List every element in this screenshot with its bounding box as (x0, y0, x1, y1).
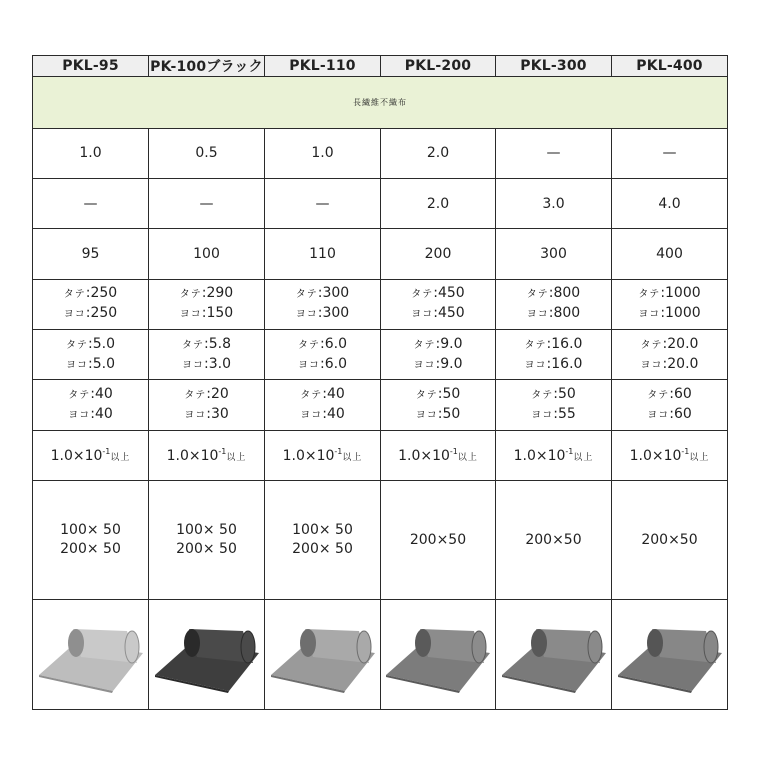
yoko-label: ヨコ (415, 410, 438, 422)
value-pair (184, 385, 229, 425)
tate-line (68, 385, 113, 405)
elongation-cell (149, 330, 265, 380)
tate-label: タテ (531, 390, 554, 402)
thickness-alt-cell: 2.0 (381, 178, 496, 228)
tate-label: タテ (66, 339, 88, 351)
elongation-cell (33, 330, 149, 380)
yoko-line (641, 355, 699, 375)
size-line: 100× 50 (60, 522, 121, 539)
permeability-cell (149, 430, 265, 480)
tate-label: タテ (415, 390, 438, 402)
weight-cell: 95 (33, 229, 149, 279)
tate-label: タテ (295, 289, 318, 301)
strength-row (33, 279, 728, 329)
header-cell: PKL-400 (612, 56, 728, 77)
header-cell: PKL-110 (265, 56, 381, 77)
value-pair (531, 385, 576, 425)
permeability-base: 1.0×10 (513, 447, 566, 464)
yoko-value: :16.0 (546, 355, 583, 372)
permeability-exponent: -1 (565, 446, 574, 456)
tate-line (184, 385, 229, 405)
tate-line (416, 385, 461, 405)
tear-cell (381, 380, 496, 430)
tate-value: :50 (553, 386, 576, 403)
strength-cell (265, 279, 381, 329)
yoko-value: :6.0 (320, 355, 347, 372)
tate-value: :6.0 (320, 335, 347, 352)
value-pair (66, 335, 115, 375)
permeability-value (514, 448, 594, 464)
permeability-suffix: 以上 (689, 452, 710, 463)
yoko-line (414, 355, 463, 375)
yoko-label: ヨコ (647, 410, 670, 422)
yoko-value: :450 (433, 305, 465, 322)
tate-label: タテ (68, 390, 91, 402)
value-pair (641, 335, 699, 375)
yoko-label: ヨコ (295, 309, 318, 321)
tate-value: :9.0 (435, 335, 463, 352)
size-line: 200× 50 (292, 541, 353, 558)
thickness-alt-row (33, 178, 728, 228)
tate-line (525, 335, 583, 355)
size-line: 200×50 (409, 531, 467, 548)
weight-cell: 200 (381, 229, 496, 279)
tate-label: タテ (179, 289, 202, 301)
tate-line (647, 385, 692, 405)
value-pair (411, 284, 464, 324)
size-line: 200×50 (641, 531, 698, 548)
permeability-suffix: 以上 (573, 452, 594, 463)
value-pair (416, 385, 461, 425)
value-pair (68, 385, 113, 425)
tate-line (411, 284, 464, 304)
yoko-line (525, 355, 583, 375)
product-image-cell (496, 600, 612, 710)
permeability-exponent: -1 (449, 446, 458, 456)
permeability-base: 1.0×10 (282, 447, 335, 464)
tate-line (66, 335, 115, 355)
permeability-value (167, 448, 247, 464)
tate-line (527, 284, 580, 304)
tate-label: タテ (638, 289, 661, 301)
permeability-exponent: -1 (334, 446, 343, 456)
yoko-line (184, 405, 229, 425)
value-pair (527, 284, 580, 324)
yoko-label: ヨコ (68, 410, 91, 422)
yoko-label: ヨコ (638, 309, 661, 321)
thickness-alt-cell: — (33, 178, 149, 228)
size-line: 100× 50 (292, 522, 353, 539)
value-pair (296, 284, 349, 324)
yoko-value: :5.0 (88, 355, 115, 372)
weight-cell: 100 (149, 229, 265, 279)
value-pair (182, 335, 231, 375)
strength-cell (149, 279, 265, 329)
yoko-line (638, 304, 700, 324)
value-pair (298, 335, 347, 375)
yoko-value: :55 (553, 406, 576, 423)
tear-row (33, 380, 728, 430)
tate-line (298, 335, 347, 355)
yoko-value: :30 (206, 406, 229, 423)
header-cell: PKL-95 (33, 56, 149, 77)
yoko-label: ヨコ (413, 359, 436, 371)
thickness-cell: 1.0 (33, 128, 149, 178)
permeability-base: 1.0×10 (166, 447, 219, 464)
tate-line (531, 385, 576, 405)
fabric-roll-mid-gray-icon (382, 605, 494, 705)
size-cell (496, 481, 612, 600)
yoko-label: ヨコ (179, 309, 202, 321)
tate-line (300, 385, 345, 405)
yoko-value: :300 (317, 305, 350, 322)
tate-value: :1000 (660, 285, 701, 302)
thickness-alt-cell: — (149, 178, 265, 228)
permeability-suffix: 以上 (110, 452, 131, 463)
permeability-suffix: 以上 (457, 452, 478, 463)
thickness-cell: — (496, 128, 612, 178)
header-cell: PKL-200 (381, 56, 496, 77)
yoko-value: :150 (201, 305, 234, 322)
yoko-label: ヨコ (640, 359, 663, 371)
fabric-roll-mid-gray-icon (614, 605, 726, 705)
tate-value: :20 (206, 386, 229, 403)
tate-label: タテ (526, 289, 549, 301)
yoko-value: :60 (669, 406, 692, 423)
value-pair (647, 385, 692, 425)
yoko-line (298, 355, 347, 375)
permeability-row (33, 430, 728, 480)
weight-cell: 110 (265, 229, 381, 279)
permeability-value (51, 448, 131, 464)
product-image-row (33, 600, 728, 710)
tate-value: :40 (322, 386, 345, 403)
thickness-alt-cell: 4.0 (612, 178, 728, 228)
size-line: 200× 50 (176, 541, 237, 558)
tate-value: :250 (85, 285, 118, 302)
permeability-cell (496, 430, 612, 480)
permeability-cell (612, 430, 728, 480)
tate-line (638, 284, 700, 304)
permeability-suffix: 以上 (342, 452, 363, 463)
weight-cell: 300 (496, 229, 612, 279)
yoko-line (64, 304, 117, 324)
tate-line (182, 335, 231, 355)
yoko-line (527, 304, 580, 324)
yoko-value: :9.0 (435, 355, 463, 372)
permeability-suffix: 以上 (226, 452, 247, 463)
yoko-value: :20.0 (662, 355, 699, 372)
header-row (33, 56, 728, 77)
header-cell: PK-100ブラック (149, 56, 265, 77)
value-pair (638, 284, 700, 324)
tate-label: タテ (647, 390, 670, 402)
tate-line (414, 335, 463, 355)
yoko-line (182, 355, 231, 375)
yoko-label: ヨコ (63, 309, 86, 321)
tate-line (64, 284, 117, 304)
weight-cell: 400 (612, 229, 728, 279)
yoko-value: :1000 (660, 305, 701, 322)
fabric-roll-black-icon (151, 605, 263, 705)
thickness-row (33, 128, 728, 178)
product-image-cell (33, 600, 149, 710)
strength-cell (33, 279, 149, 329)
tate-label: タテ (63, 289, 86, 301)
permeability-exponent: -1 (218, 446, 227, 456)
yoko-line (647, 405, 692, 425)
thickness-cell: — (612, 128, 728, 178)
tate-value: :20.0 (662, 335, 699, 352)
permeability-cell (381, 430, 496, 480)
permeability-value (398, 448, 478, 464)
tate-value: :60 (669, 386, 692, 403)
permeability-cell (265, 430, 381, 480)
tate-value: :450 (433, 285, 465, 302)
tear-cell (612, 380, 728, 430)
elongation-row (33, 330, 728, 380)
tate-value: :5.8 (204, 335, 231, 352)
yoko-line (68, 405, 113, 425)
tate-label: タテ (184, 390, 207, 402)
tear-cell (33, 380, 149, 430)
size-cell (149, 481, 265, 600)
yoko-line (300, 405, 345, 425)
tate-line (641, 335, 699, 355)
strength-cell (381, 279, 496, 329)
tate-label: タテ (298, 339, 320, 351)
size-cell (265, 481, 381, 600)
permeability-value (630, 448, 710, 464)
size-cell (612, 481, 728, 600)
tate-value: :50 (437, 386, 461, 403)
product-image-cell (381, 600, 496, 710)
value-pair (64, 284, 117, 324)
fabric-roll-light-gray-icon (35, 605, 147, 705)
yoko-value: :50 (437, 406, 461, 423)
tate-line (296, 284, 349, 304)
value-pair (300, 385, 345, 425)
permeability-cell (33, 430, 149, 480)
permeability-base: 1.0×10 (398, 447, 450, 464)
tate-label: タテ (640, 339, 663, 351)
yoko-line (531, 405, 576, 425)
elongation-cell (496, 330, 612, 380)
size-cell (33, 481, 149, 600)
yoko-label: ヨコ (182, 359, 204, 371)
size-line: 100× 50 (176, 522, 237, 539)
value-pair (180, 284, 233, 324)
header-cell: PKL-300 (496, 56, 612, 77)
strength-cell (496, 279, 612, 329)
tate-label: タテ (182, 339, 204, 351)
tear-cell (265, 380, 381, 430)
tate-value: :290 (201, 285, 234, 302)
yoko-line (411, 304, 464, 324)
tate-label: タテ (413, 339, 436, 351)
yoko-label: ヨコ (184, 410, 207, 422)
yoko-value: :3.0 (204, 355, 231, 372)
product-image-cell (265, 600, 381, 710)
size-line: 200× 50 (60, 541, 121, 558)
tear-cell (149, 380, 265, 430)
yoko-value: :250 (85, 305, 118, 322)
yoko-label: ヨコ (300, 410, 323, 422)
permeability-base: 1.0×10 (629, 447, 682, 464)
yoko-label: ヨコ (526, 309, 549, 321)
value-pair (525, 335, 583, 375)
strength-cell (612, 279, 728, 329)
permeability-exponent: -1 (681, 446, 690, 456)
yoko-value: :40 (322, 406, 345, 423)
material-cell: 長繊維不織布 (33, 77, 728, 128)
tate-label: タテ (411, 289, 434, 301)
yoko-line (180, 304, 233, 324)
thickness-cell: 1.0 (265, 128, 381, 178)
tate-value: :300 (317, 285, 350, 302)
yoko-line (416, 405, 461, 425)
weight-row (33, 229, 728, 279)
fabric-roll-mid-gray-icon (498, 605, 610, 705)
tate-value: :800 (548, 285, 581, 302)
thickness-alt-cell: — (265, 178, 381, 228)
fabric-roll-gray-icon (267, 605, 379, 705)
size-cell (381, 481, 496, 600)
tate-label: タテ (524, 339, 547, 351)
spec-table (32, 55, 728, 710)
yoko-value: :40 (90, 406, 113, 423)
size-row (33, 481, 728, 600)
permeability-base: 1.0×10 (50, 447, 103, 464)
thickness-cell: 2.0 (381, 128, 496, 178)
tate-label: タテ (300, 390, 323, 402)
elongation-cell (381, 330, 496, 380)
yoko-label: ヨコ (66, 359, 88, 371)
product-image-cell (612, 600, 728, 710)
yoko-label: ヨコ (524, 359, 547, 371)
elongation-cell (265, 330, 381, 380)
tate-value: :40 (90, 386, 113, 403)
yoko-label: ヨコ (298, 359, 320, 371)
thickness-alt-cell: 3.0 (496, 178, 612, 228)
tate-value: :5.0 (88, 335, 115, 352)
yoko-value: :800 (548, 305, 581, 322)
material-row (33, 77, 728, 128)
yoko-line (66, 355, 115, 375)
permeability-exponent: -1 (102, 446, 111, 456)
yoko-label: ヨコ (411, 309, 434, 321)
value-pair (414, 335, 463, 375)
yoko-label: ヨコ (531, 410, 554, 422)
thickness-cell: 0.5 (149, 128, 265, 178)
product-image-cell (149, 600, 265, 710)
elongation-cell (612, 330, 728, 380)
yoko-line (296, 304, 349, 324)
tear-cell (496, 380, 612, 430)
tate-line (180, 284, 233, 304)
size-line: 200×50 (525, 531, 582, 548)
permeability-value (283, 448, 363, 464)
tate-value: :16.0 (546, 335, 583, 352)
